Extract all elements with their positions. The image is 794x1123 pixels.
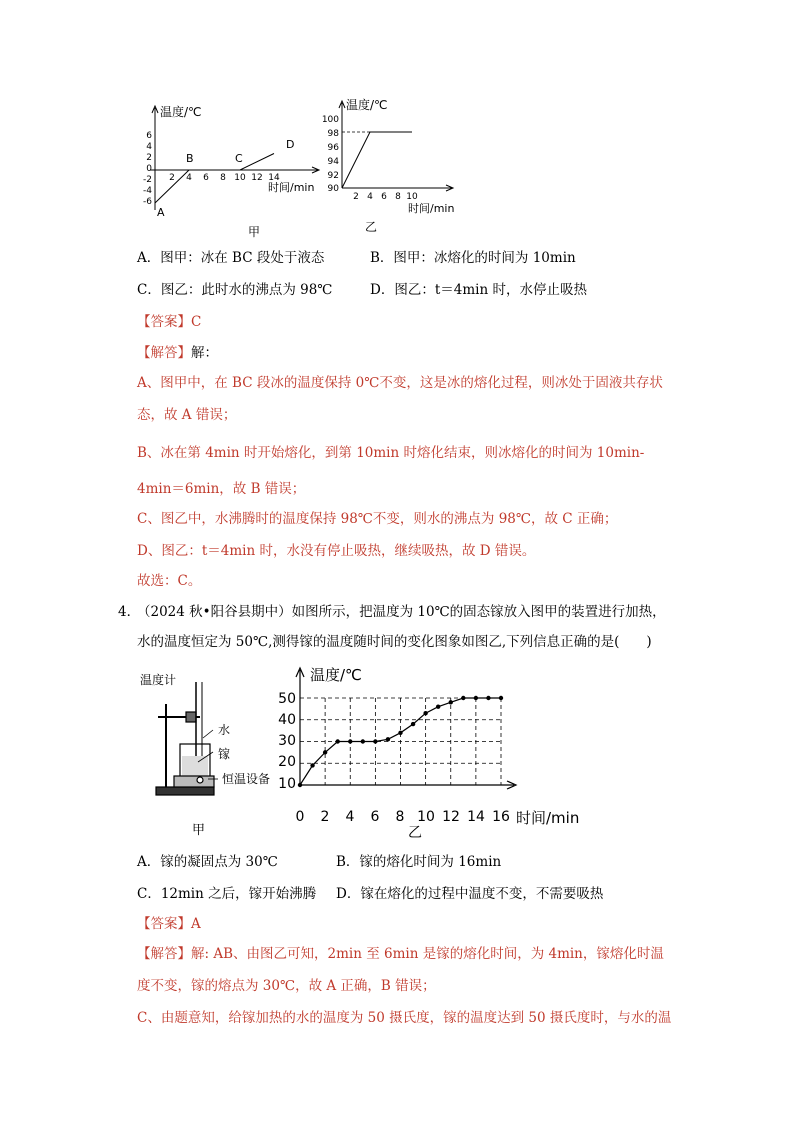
q4-stem-line2: 水的温度恒定为 50℃,测得镓的温度随时间的变化图象如图乙,下列信息正确的是( ): [137, 634, 652, 650]
apparatus-figure: [138, 672, 288, 842]
q4-data-point: [461, 696, 465, 700]
q4-data-point: [398, 731, 402, 735]
q4-data-point: [335, 739, 339, 743]
yi-xtick: 4: [367, 192, 373, 202]
q3-answer-label: 【答案】: [137, 314, 191, 330]
jia-xtick: 2: [169, 173, 175, 183]
q4-data-point: [298, 783, 302, 787]
q4-xtick: 14: [467, 809, 485, 825]
jia-xtick: 12: [251, 173, 263, 183]
q4-answer-value: A: [191, 916, 201, 932]
q4-data-point: [436, 705, 440, 709]
q4-option-a: A．镓的凝固点为 30℃: [137, 854, 278, 870]
q3-analysis-a: A、图甲中，在 BC 段冰的温度保持 0℃不变，这是冰的熔化过程，则冰处于固液共存状态，故 A 错误；: [137, 375, 663, 423]
q4-xtick: 8: [395, 809, 405, 825]
q4-data-point: [310, 763, 314, 767]
q4-analysis-c: C、由题意知，给镓加热的水的温度为 50 摄氏度，镓的温度达到 50 摄氏度时，与水的温: [137, 1010, 672, 1026]
yi-ytick: 100: [321, 115, 339, 125]
q4-ytick: 40: [278, 712, 296, 728]
yi-ytick: 98: [327, 129, 339, 139]
figure-yi-chart: [320, 95, 470, 235]
q4-data-point: [499, 696, 503, 700]
q3-option-d: D．图乙：t＝4min 时，水停止吸热: [370, 282, 587, 298]
jia-ytick: 0: [146, 164, 152, 174]
jia-point-c: C: [235, 152, 243, 165]
q4-xtick: 10: [417, 809, 435, 825]
jia-ytick: 2: [146, 153, 152, 163]
jia-caption: 甲: [248, 225, 261, 239]
q3-analysis-d: D、图乙：t＝4min 时，水没有停止吸热，继续吸热，故 D 错误。: [137, 543, 536, 559]
q3-answer-value: C: [191, 314, 202, 330]
q4-ytick: 30: [278, 733, 296, 749]
q4-xtick: 0: [295, 809, 305, 825]
jia-xtick: 14: [268, 173, 280, 183]
jia-ytick: -4: [143, 186, 152, 196]
q3-option-c: C．图乙：此时水的沸点为 98℃: [137, 282, 333, 298]
yi-series-line: [342, 132, 412, 188]
q3-option-b: B．图甲：冰熔化的时间为 10min: [370, 250, 576, 266]
q4-data-point: [323, 750, 327, 754]
yi-xtick: 8: [395, 192, 401, 202]
apparatus-water-label: 水: [218, 723, 231, 737]
q3-analysis-label: 【解答】: [137, 345, 191, 361]
q4-data-point: [373, 739, 377, 743]
q3-conclusion: 故选：C。: [137, 573, 202, 589]
q4-data-point: [361, 739, 365, 743]
q4-xtick: 6: [370, 809, 380, 825]
apparatus-thermometer-label: 温度计: [140, 673, 177, 687]
jia-xtick: 10: [234, 173, 246, 183]
yi-ytick: 96: [327, 143, 339, 153]
q4-data-point: [423, 711, 427, 715]
yi-y-label: 温度/℃: [346, 98, 388, 112]
jia-ytick: -6: [143, 197, 152, 207]
q4-option-c: C．12min 之后，镓开始沸腾: [137, 886, 317, 902]
q4-data-point: [449, 700, 453, 704]
heater-icon: [174, 776, 214, 787]
apparatus-device-label: 恒温设备: [222, 772, 271, 786]
apparatus-gallium-label: 镓: [218, 747, 231, 761]
yi-ytick: 92: [327, 171, 339, 181]
q4-data-point: [386, 737, 390, 741]
jia-xtick: 8: [220, 173, 226, 183]
q4-analysis-label: 【解答】: [137, 946, 191, 962]
q4-xtick: 2: [320, 809, 330, 825]
q4-ytick: 10: [278, 776, 296, 792]
jia-xtick: 4: [186, 173, 192, 183]
q4-number: 4．: [118, 604, 141, 620]
q4-grid: [300, 698, 501, 785]
q3-answer: [137, 312, 201, 332]
q4-y-label: 温度/℃: [310, 666, 362, 684]
q4-data-point: [348, 739, 352, 743]
q3-analysis-heading: [137, 343, 218, 363]
q4-x-label: 时间/min: [516, 809, 580, 827]
apparatus-caption: 甲: [192, 823, 206, 838]
q4-analysis-ab: 解: AB、由图乙可知，2min 至 6min 是镓的熔化时间，为 4min，镓熔化时温度不变，镓的熔点为 30℃，故 A 正确，B 错误；: [137, 946, 664, 994]
jia-xtick: 6: [203, 173, 209, 183]
q4-xtick: 16: [492, 809, 510, 825]
q4-data-point: [411, 722, 415, 726]
q4-answer: [137, 914, 201, 934]
jia-y-label: 温度/℃: [160, 105, 202, 119]
jia-ytick: 4: [146, 142, 152, 152]
q4-xtick: 4: [345, 809, 355, 825]
yi-ytick: 90: [327, 184, 339, 194]
q4-ytick: 50: [278, 691, 296, 707]
q4-yi-chart: [278, 660, 588, 840]
figure-jia-chart: [140, 100, 330, 240]
q3-analysis-intro: 解：: [191, 345, 218, 361]
q4-analysis: [137, 938, 677, 1002]
jia-point-d: D: [286, 138, 295, 151]
q4-option-b: B．镓的熔化时间为 16min: [336, 854, 502, 870]
q3-option-a: A．图甲：冰在 BC 段处于液态: [137, 250, 325, 266]
q3-analysis-c: C、图乙中，水沸腾时的温度保持 98℃不变，则水的沸点为 98℃，故 C 正确；: [137, 511, 618, 527]
apparatus-base: [156, 787, 214, 795]
q4-answer-label: 【答案】: [137, 916, 191, 932]
q4-data-point: [474, 696, 478, 700]
yi-caption: 乙: [365, 220, 378, 234]
q3-analysis-b: B、冰在第 4min 时开始熔化，到第 10min 时熔化结束，则冰熔化的时间为 10min-4min＝6min，故 B 错误；: [137, 445, 645, 497]
jia-point-a: A: [157, 206, 165, 219]
q4-xtick: 12: [442, 809, 460, 825]
yi-x-label: 时间/min: [408, 202, 455, 215]
q4-ytick: 20: [278, 754, 296, 770]
q4-caption: 乙: [408, 825, 422, 840]
q4-data-point: [486, 696, 490, 700]
yi-ytick: 94: [327, 157, 339, 167]
jia-point-b: B: [186, 152, 194, 165]
q4-stem-line1: （2024 秋•阳谷县期中）如图所示，把温度为 10℃的固态镓放入图甲的装置进行加热，: [137, 604, 666, 620]
yi-xtick: 6: [381, 192, 387, 202]
jia-x-label: 时间/min: [268, 181, 315, 194]
jia-ytick: 6: [146, 131, 152, 141]
yi-xtick: 2: [353, 192, 359, 202]
q4-option-d: D．镓在熔化的过程中温度不变，不需要吸热: [336, 886, 604, 902]
yi-xtick: 10: [406, 192, 418, 202]
jia-ytick: -2: [143, 175, 152, 185]
